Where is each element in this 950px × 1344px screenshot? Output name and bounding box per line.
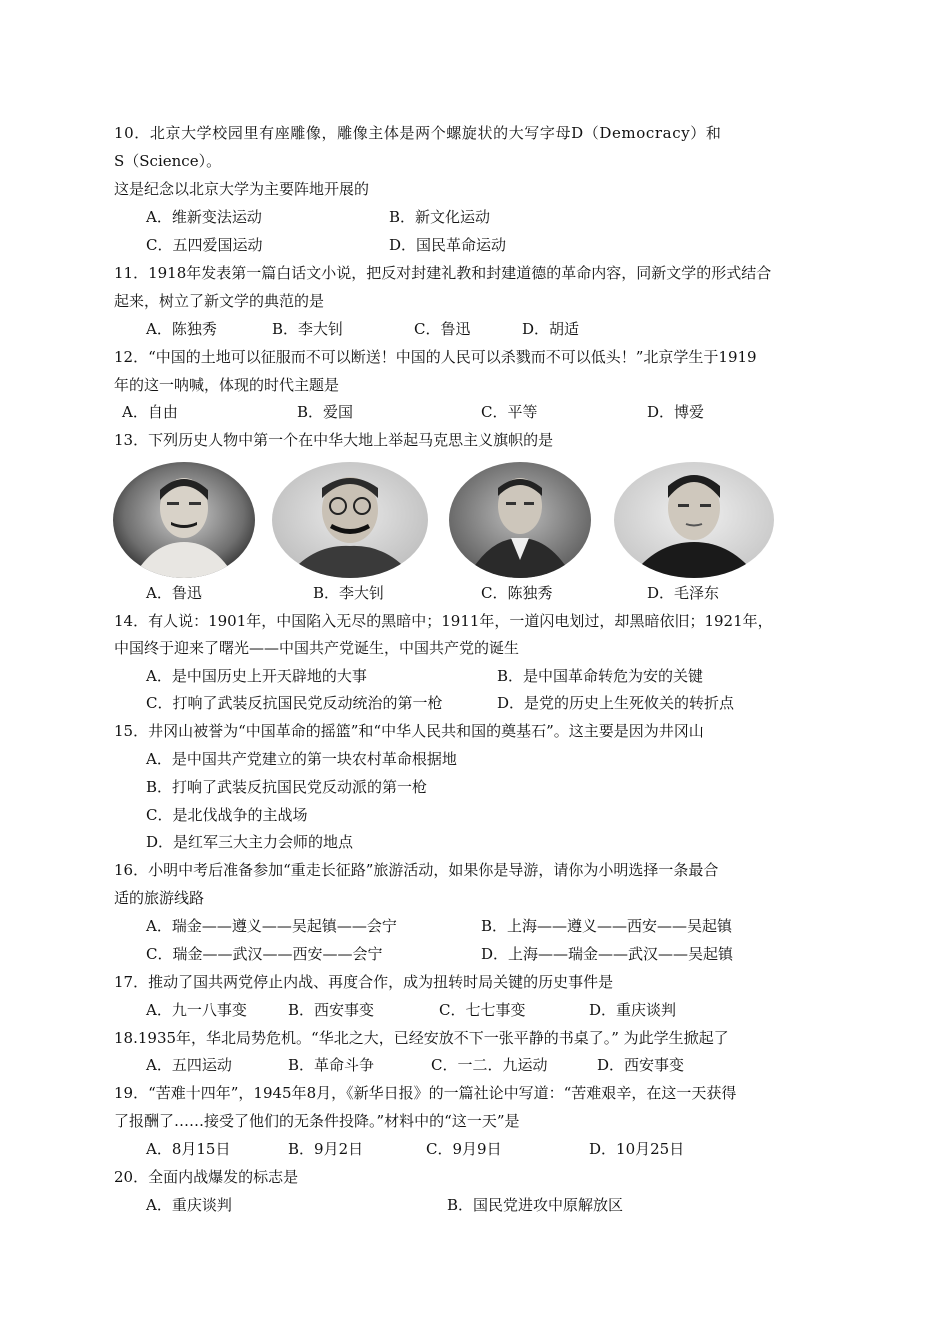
question-19-option-d: D．10月25日	[589, 1140, 685, 1158]
question-17-text: 17．推动了国共两党停止内战、再度合作，成为扭转时局关键的历史事件是	[114, 973, 614, 991]
question-16-text: 16．小明中考后准备参加“重走长征路”旅游活动，如果你是导游，请你为小明选择一条最合	[114, 861, 719, 879]
question-10-option-a: A．维新变法运动	[146, 208, 262, 226]
question-14-option-d: D．是党的历史上生死攸关的转折点	[497, 694, 735, 712]
question-17-option-c: C．七七事变	[439, 1001, 526, 1019]
question-15-option-d: D．是红军三大主力会师的地点	[146, 833, 354, 851]
question-18-text: 18.1935年，华北局势危机。“华北之大，已经安放不下一张平静的书桌了。” 为此学生掀起了	[114, 1029, 729, 1047]
question-18-option-c: C．一二．九运动	[431, 1056, 548, 1074]
question-14-option-b: B．是中国革命转危为安的关键	[497, 667, 704, 685]
question-16-option-a: A．瑞金——遵义——吴起镇——会宁	[146, 917, 397, 935]
question-19-option-a: A．8月15日	[146, 1140, 231, 1158]
question-13-option-c: C．陈独秀	[481, 584, 553, 602]
portrait-photo-mao-zedong	[614, 462, 774, 578]
question-12-text-cont: 年的这一呐喊，体现的时代主题是	[114, 376, 340, 394]
question-18-option-d: D．西安事变	[597, 1056, 685, 1074]
question-12-option-d: D．博爱	[647, 403, 705, 421]
question-13-text: 13．下列历史人物中第一个在中华大地上举起马克思主义旗帜的是	[114, 431, 554, 449]
question-11-text: 11．1918年发表第一篇白话文小说，把反对封建礼教和封建道德的革命内容，同新文学的形式结合	[114, 264, 772, 282]
question-16-option-b: B．上海——遵义——西安——吴起镇	[481, 917, 733, 935]
question-10-option-b: B．新文化运动	[389, 208, 491, 226]
question-14-option-c: C．打响了武装反抗国民党反动统治的第一枪	[146, 694, 443, 712]
question-11-option-c: C．鲁迅	[414, 320, 471, 338]
question-11-text-cont: 起来，树立了新文学的典范的是	[114, 292, 325, 310]
question-16-option-c: C．瑞金——武汉——西安——会宁	[146, 945, 383, 963]
question-10-text-cont2: 这是纪念以北京大学为主要阵地开展的	[114, 180, 370, 198]
question-12-option-c: C．平等	[481, 403, 538, 421]
question-15-text: 15．井冈山被誉为“中国革命的摇篮”和“中华人民共和国的奠基石”。这主要是因为井冈山	[114, 722, 704, 740]
question-10-option-d: D．国民革命运动	[389, 236, 507, 254]
question-10-text: 10．北京大学校园里有座雕像，雕像主体是两个螺旋状的大写字母D（Democracy）和	[114, 124, 722, 142]
question-12-option-b: B．爱国	[297, 403, 354, 421]
question-13-option-b: B．李大钊	[313, 584, 385, 602]
portrait-photo-li-dazhao	[272, 462, 428, 578]
question-16-option-d: D．上海——瑞金——武汉——吴起镇	[481, 945, 734, 963]
question-17-option-a: A．九一八事变	[146, 1001, 247, 1019]
question-19-option-b: B．9月2日	[288, 1140, 364, 1158]
question-15-option-c: C．是北伐战争的主战场	[146, 806, 308, 824]
question-17-option-d: D．重庆谈判	[589, 1001, 677, 1019]
question-11-option-d: D．胡适	[522, 320, 580, 338]
question-14-option-a: A．是中国历史上开天辟地的大事	[146, 667, 367, 685]
question-16-text-cont: 适的旅游线路	[114, 889, 205, 907]
question-18-option-b: B．革命斗争	[288, 1056, 375, 1074]
question-20-option-b: B．国民党进攻中原解放区	[447, 1196, 624, 1214]
question-11-option-a: A．陈独秀	[146, 320, 217, 338]
portrait-photo-chen-duxiu	[449, 462, 591, 578]
question-15-option-b: B．打响了武装反抗国民党反动派的第一枪	[146, 778, 428, 796]
question-19-text: 19．“苦难十四年”，1945年8月，《新华日报》的一篇社论中写道：“苦难艰辛，在这一天获得	[114, 1084, 737, 1102]
question-13-option-d: D．毛泽东	[647, 584, 720, 602]
question-20-option-a: A．重庆谈判	[146, 1196, 232, 1214]
question-19-option-c: C．9月9日	[426, 1140, 502, 1158]
question-13-option-a: A．鲁迅	[146, 584, 202, 602]
question-12-option-a: A．自由	[122, 403, 178, 421]
question-12-text: 12．“中国的土地可以征服而不可以断送！中国的人民可以杀戮而不可以低头！”北京学生于1919	[114, 348, 757, 366]
question-11-option-b: B．李大钊	[272, 320, 344, 338]
question-19-text-cont: 了报酬了……接受了他们的无条件投降。”材料中的“这一天”是	[114, 1112, 520, 1130]
question-17-option-b: B．西安事变	[288, 1001, 375, 1019]
question-18-option-a: A．五四运动	[146, 1056, 232, 1074]
question-10-text-cont: S（Science）。	[114, 152, 222, 170]
question-14-text: 14．有人说：1901年，中国陷入无尽的黑暗中；1911年，一道闪电划过，却黑暗依旧；1921年，	[114, 612, 773, 630]
question-15-option-a: A．是中国共产党建立的第一块农村革命根据地	[146, 750, 457, 768]
portrait-photo-lu-xun	[113, 462, 255, 578]
question-10-option-c: C．五四爱国运动	[146, 236, 263, 254]
question-14-text-cont: 中国终于迎来了曙光——中国共产党诞生，中国共产党的诞生	[114, 639, 520, 657]
question-20-text: 20．全面内战爆发的标志是	[114, 1168, 299, 1186]
